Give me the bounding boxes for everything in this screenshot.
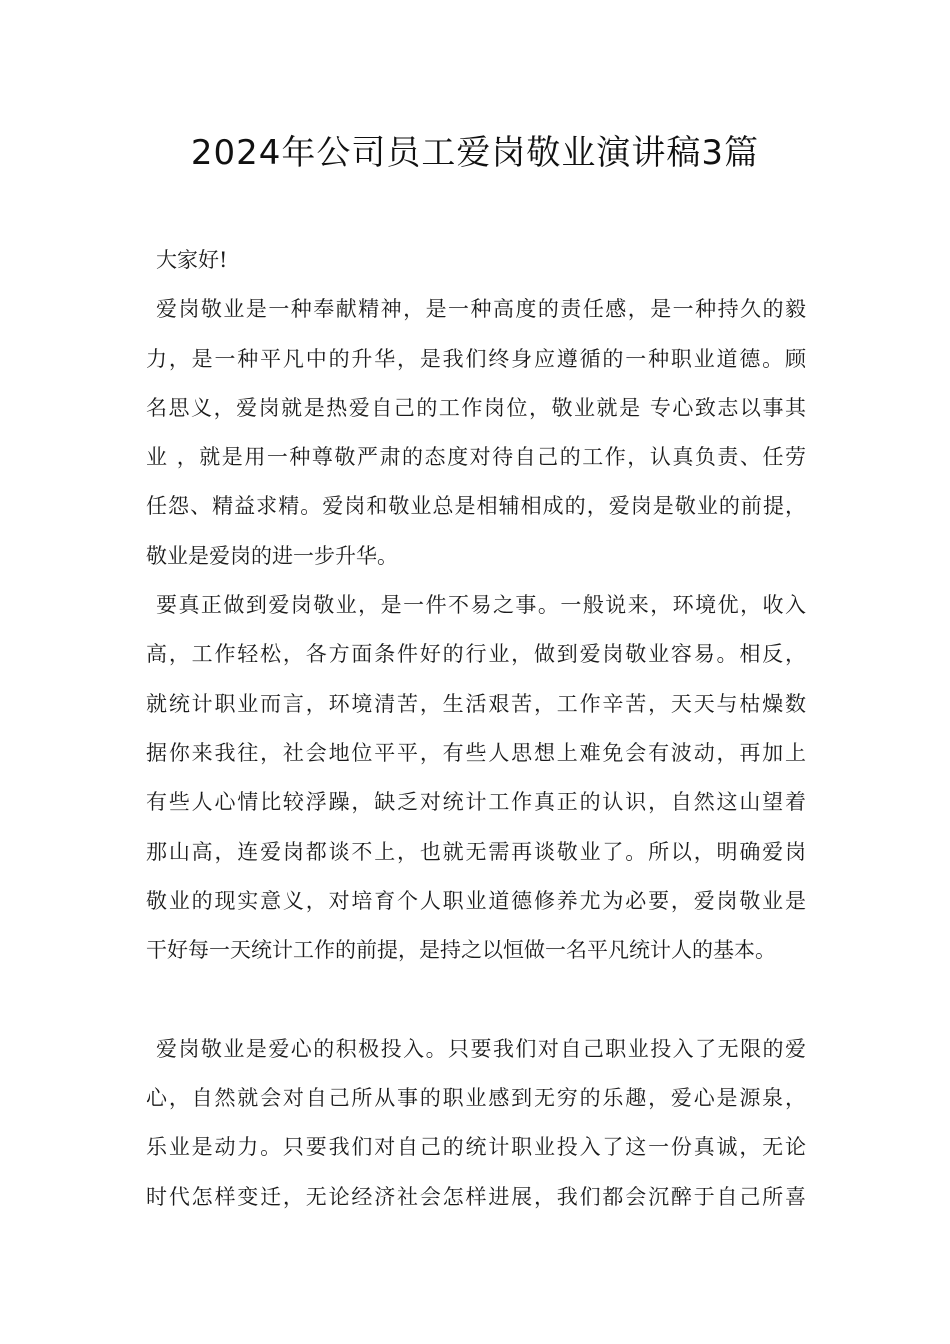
body-line: 爱岗敬业是一种奉献精神，是一种高度的责任感，是一种持久的毅 xyxy=(156,297,806,322)
body-line: 力，是一种平凡中的升华，是我们终身应遵循的一种职业道德。顾 xyxy=(146,346,806,371)
body-line: 敬业是爱岗的进一步升华。 xyxy=(146,543,398,568)
body-line: 时代怎样变迁，无论经济社会怎样进展，我们都会沉醉于自己所喜 xyxy=(146,1184,806,1209)
body-line: 就统计职业而言，环境清苦，生活艰苦，工作辛苦，天天与枯燥数 xyxy=(146,691,806,716)
body-line: 心，自然就会对自己所从事的职业感到无穷的乐趣，爱心是源泉， xyxy=(146,1086,806,1111)
blank-line xyxy=(146,975,806,1024)
body-line: 据你来我往，社会地位平平，有些人思想上难免会有波动，再加上 xyxy=(146,740,806,765)
body-line: 高，工作轻松，各方面条件好的行业，做到爱岗敬业容易。相反， xyxy=(146,642,806,667)
body-line: 要真正做到爱岗敬业，是一件不易之事。一般说来，环境优，收入 xyxy=(156,593,806,618)
body-line: 有些人心情比较浮躁，缺乏对统计工作真正的认识，自然这山望着 xyxy=(146,790,806,815)
body-line: 干好每一天统计工作的前提，是持之以恒做一名平凡统计人的基本。 xyxy=(146,938,776,963)
body-line: 敬业的现实意义，对培育个人职业道德修养尤为必要，爱岗敬业是 xyxy=(146,888,806,913)
document-body xyxy=(146,236,806,1222)
body-line: 名思义，爱岗就是热爱自己的工作岗位，敬业就是 专心致志以事其 xyxy=(146,395,806,420)
greeting-line: 大家好! xyxy=(156,248,228,272)
body-line: 那山高，连爱岗都谈不上，也就无需再谈敬业了。所以，明确爱岗 xyxy=(146,839,806,864)
document-title: 2024年公司员工爱岗敬业演讲稿3篇 xyxy=(190,133,760,173)
body-line: 业 ，就是用一种尊敬严肃的态度对待自己的工作，认真负责、任劳 xyxy=(146,445,806,470)
body-line: 爱岗敬业是爱心的积极投入。只要我们对自己职业投入了无限的爱 xyxy=(156,1036,806,1061)
body-line: 任怨、精益求精。爱岗和敬业总是相辅相成的，爱岗是敬业的前提， xyxy=(146,494,806,519)
body-line: 乐业是动力。只要我们对自己的统计职业投入了这一份真诚，无论 xyxy=(146,1135,806,1160)
